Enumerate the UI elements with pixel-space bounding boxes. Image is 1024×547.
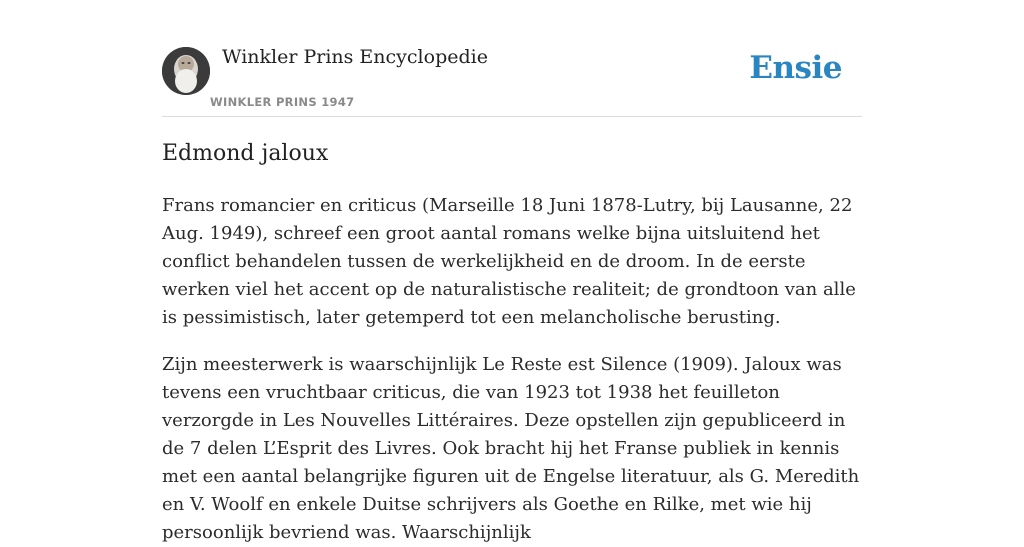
article-paragraph: Frans romancier en criticus (Marseille 18 Juni 1878-Lutry, bij Lausanne, 22 Aug. 1949), schreef een groot aantal romans welke bijna uitsluitend het conflict behandelen tussen de werkelijkheid en de droom. In de eerste werken viel het accent op de naturalistische realiteit; de grondtoon van alle is pessimistisch, later getemperd tot een melancholische berusting. [162, 195, 856, 328]
article [162, 138, 862, 547]
brand-logo[interactable]: Ensie [749, 50, 842, 86]
author-avatar[interactable] [162, 47, 210, 95]
article-title: Edmond jaloux [162, 141, 329, 166]
avatar-portrait-icon [162, 47, 210, 95]
article-paragraph: Zijn meesterwerk is waarschijnlijk Le Reste est Silence (1909). Jaloux was tevens een vruchtbaar criticus, die van 1923 tot 1938 het feuilleton verzorgde in Les Nouvelles Littéraires. Deze opstellen zijn gepubliceerd in de 7 delen L’Esprit des Livres. Ook bracht hij het Franse publiek in kennis met een aantal belangrijke figuren uit de Engelse literatuur, als G. Meredith en V. Woolf en enkele Duitse schrijvers als Goethe en Rilke, met wie hij persoonlijk bevriend was. Waarschijnlijk [162, 354, 860, 543]
edition-label[interactable]: WINKLER PRINS 1947 [210, 95, 355, 109]
site-title[interactable]: Winkler Prins Encyclopedie [222, 46, 488, 68]
header [162, 0, 862, 117]
